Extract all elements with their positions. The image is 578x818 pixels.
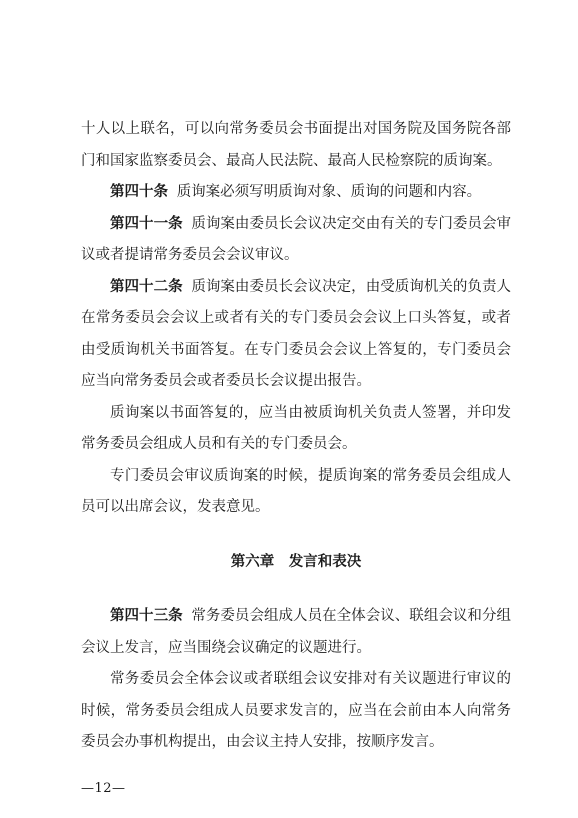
paragraphs-after <box>81 601 511 759</box>
article-number: 第四十三条 <box>110 608 183 624</box>
paragraph <box>81 114 511 177</box>
paragraph <box>81 272 511 398</box>
paragraph <box>81 664 511 759</box>
chapter-heading: 第六章 发言和表决 <box>230 553 362 570</box>
document-body <box>81 114 511 759</box>
article-number: 第四十一条 <box>110 215 183 232</box>
paragraphs-before <box>81 114 511 524</box>
article-number: 第四十二条 <box>110 278 183 295</box>
paragraph-text: 质询案由委员长会议决定，由受质询机关的负责人在常务委员会会议上或者有关的专门委员会会议上口头答复，或者由受质询机关书面答复。在专门委员会会议上答复的，专门委员会应当向常务委员会或者委员长会议提出报告。 <box>81 278 511 389</box>
paragraph-text: 质询案由委员长会议决定交由有关的专门委员会审议或者提请常务委员会会议审议。 <box>81 215 511 263</box>
paragraph <box>81 398 511 461</box>
paragraph-text: 专门委员会审议质询案的时候，提质询案的常务委员会组成人员可以出席会议，发表意见。 <box>81 467 511 515</box>
paragraph-text: 常务委员会全体会议或者联组会议安排对有关议题进行审议的时候，常务委员会组成人员要求发言的，应当在会前由本人向常务委员会办事机构提出，由会议主持人安排，按顺序发言。 <box>81 671 511 750</box>
article-number: 第四十条 <box>110 184 168 200</box>
paragraph-text: 十人以上联名，可以向常务委员会书面提出对国务院及国务院各部门和国家监察委员会、最高人民法院、最高人民检察院的质询案。 <box>81 121 511 169</box>
paragraph <box>81 209 511 272</box>
paragraph <box>81 177 511 209</box>
paragraph-text: 质询案必须写明质询对象、质询的问题和内容。 <box>176 184 482 200</box>
paragraph <box>81 601 511 664</box>
page-number: —12— <box>81 781 126 796</box>
paragraph <box>81 461 511 524</box>
paragraph-text: 质询案以书面答复的，应当由被质询机关负责人签署，并印发常务委员会组成人员和有关的专门委员会。 <box>81 404 511 452</box>
paragraph-text: 常务委员会组成人员在全体会议、联组会议和分组会议上发言，应当围绕会议确定的议题进行。 <box>81 608 511 656</box>
